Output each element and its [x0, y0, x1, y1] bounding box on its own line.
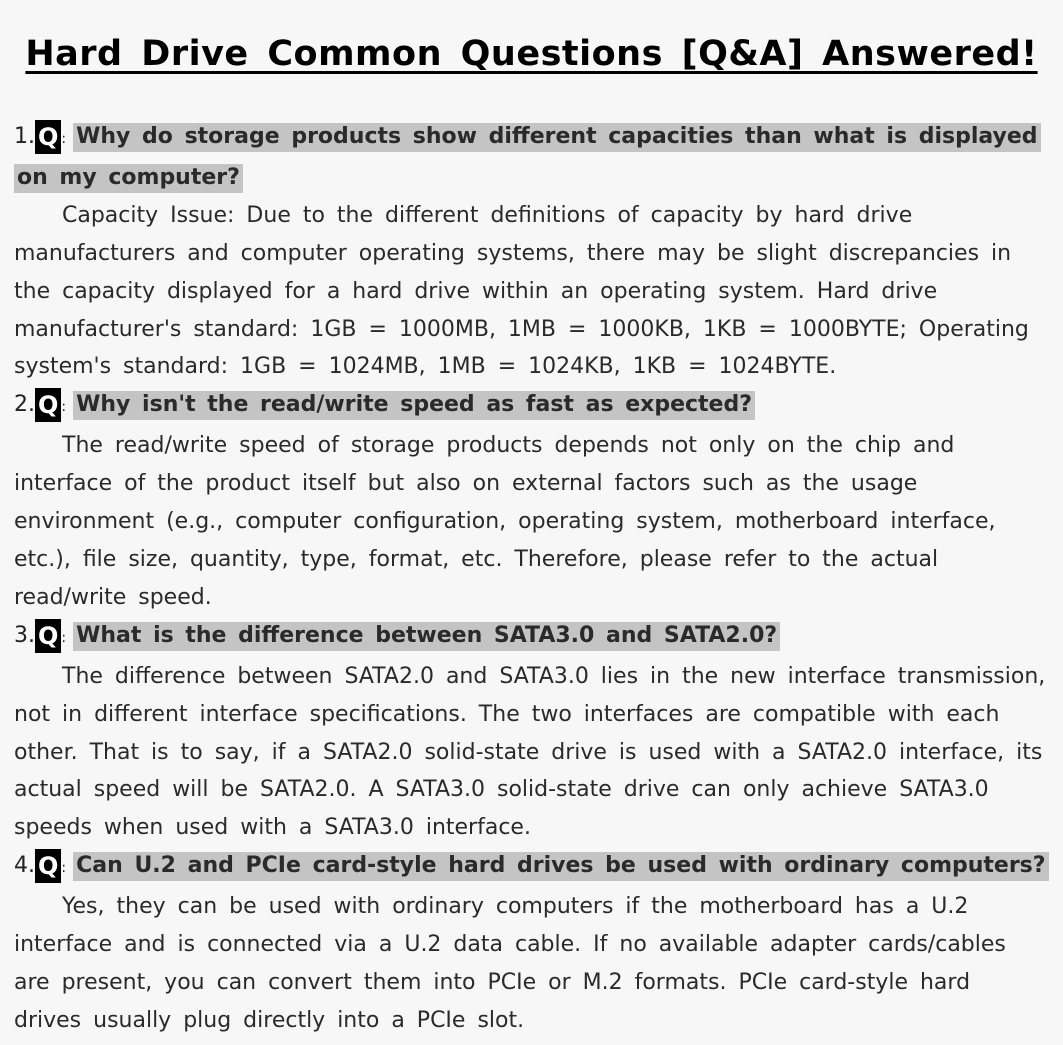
question-text: Why do storage products show different capacities than what is displayed on my computer? — [14, 123, 1041, 193]
question-text: Can U.2 and PCIe card-style hard drives be used with ordinary computers? — [73, 852, 1048, 881]
qa-list — [14, 118, 1049, 1040]
q-badge: Q — [35, 388, 61, 422]
q-badge: Q — [35, 120, 61, 154]
answer-text: Capacity Issue: Due to the different definitions of capacity by hard drive manufacturers and computer operating systems, there may be slight discrepancies in the capacity displayed for a hard drive within an operating system. Hard drive manufacturer's standard: 1GB = 1000MB, 1MB = 1000KB, 1KB = 1000BYTE; Operating system's standard: 1GB = 1024MB, 1MB = 1024KB, 1KB = 1024BYTE. — [14, 202, 1029, 380]
qa-item-3 — [14, 617, 1049, 847]
q-badge: Q — [35, 849, 61, 883]
page-title — [14, 0, 1049, 78]
question-line — [14, 617, 1049, 658]
question-text: What is the difference between SATA3.0 and SATA2.0? — [73, 622, 780, 651]
q-badge: Q — [35, 619, 61, 653]
question-number: 2. — [14, 392, 35, 418]
question-line — [14, 386, 1049, 427]
qa-item-4 — [14, 847, 1049, 1040]
question-line — [14, 847, 1049, 888]
qa-item-2 — [14, 386, 1049, 616]
question-line — [14, 118, 1049, 197]
question-number: 4. — [14, 853, 35, 879]
question-colon: : — [61, 399, 67, 416]
question-number: 3. — [14, 622, 35, 648]
answer-text: The difference between SATA2.0 and SATA3.0 lies in the new interface transmission, not in different interface specifications. The two interfaces are compatible with each other. That is to say, if a SATA2.0 solid-state drive is used with a SATA2.0 interface, its actual speed will be SATA2.0. A SATA3.0 solid-state drive can only achieve SATA3.0 speeds when used with a SATA3.0 interface. — [14, 663, 1046, 841]
page-title-text: Hard Drive Common Questions [Q&A] Answered! — [25, 34, 1038, 74]
question-text: Why isn't the read/write speed as fast as expected? — [73, 391, 755, 420]
question-number: 1. — [14, 124, 35, 149]
question-colon: : — [61, 131, 67, 147]
answer-text: Yes, they can be used with ordinary computers if the motherboard has a U.2 interface and is connected via a U.2 data cable. If no available adapter cards/cables are present, you can convert them into PCIe or M.2 formats. PCIe card-style hard drives usually plug directly into a PCIe slot. — [14, 894, 1006, 1033]
qa-item-1 — [14, 118, 1049, 386]
question-colon: : — [61, 629, 67, 646]
question-colon: : — [61, 860, 67, 877]
answer-text: The read/write speed of storage products depends not only on the chip and interface of the product itself but also on external factors such as the usage environment (e.g., computer configuration, operating system, motherboard interface, etc.), file size, quantity, type, format, etc. Therefore, please refer to the actual read/write speed. — [14, 433, 996, 610]
